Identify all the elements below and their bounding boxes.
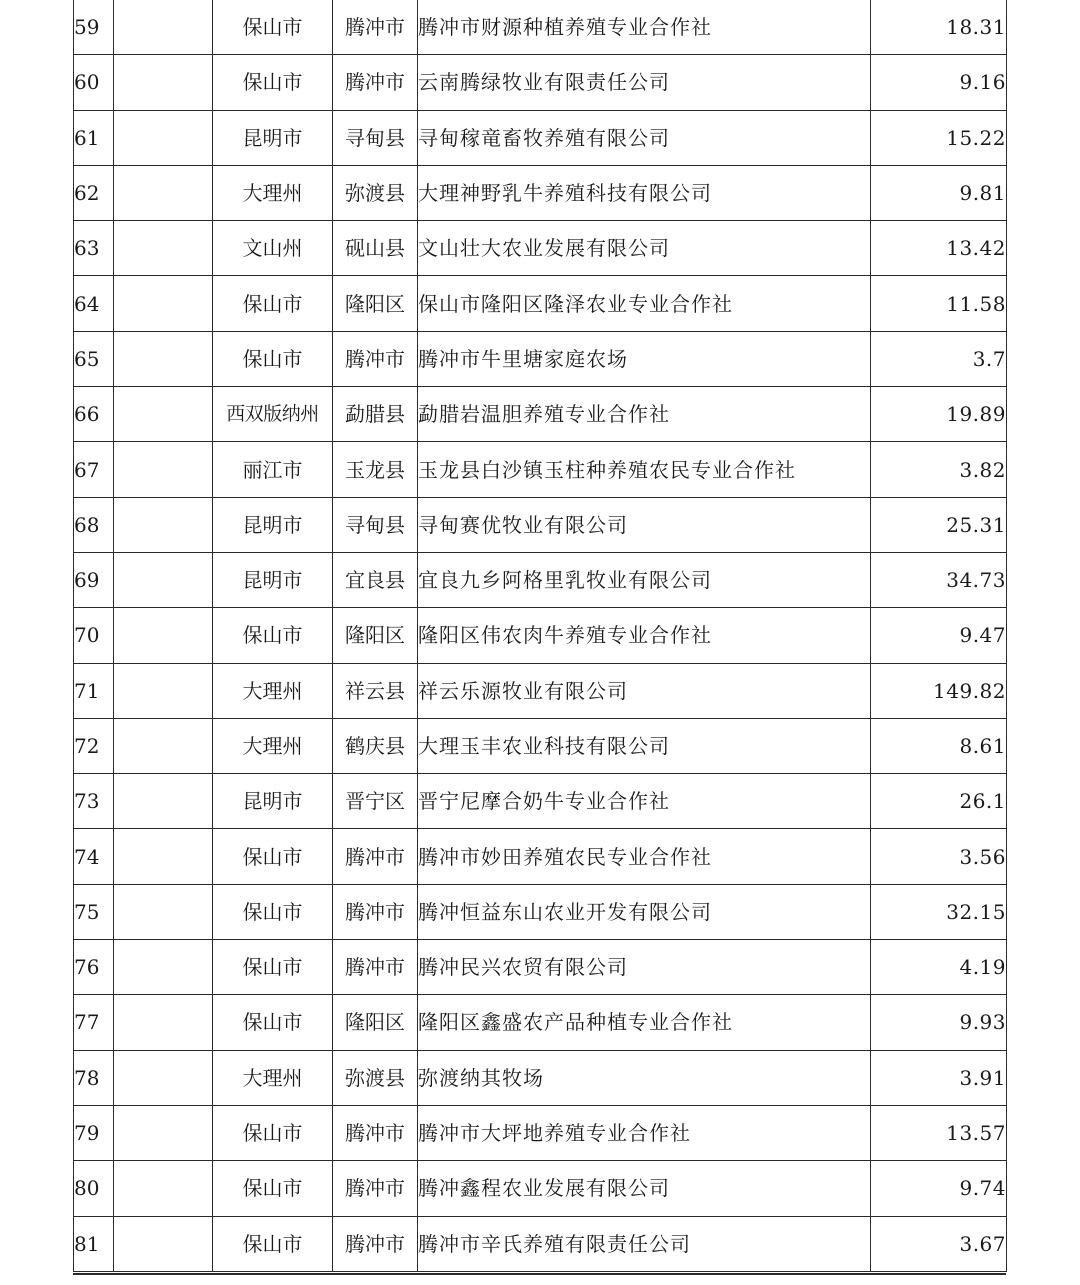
amount-cell: 32.15 [871, 884, 1007, 939]
blank-cell [114, 55, 213, 110]
amount-cell: 3.82 [871, 442, 1007, 497]
amount-cell: 3.67 [871, 1216, 1007, 1271]
city-cell: 保山市 [213, 1161, 333, 1216]
entity-name-cell: 腾冲市大坪地养殖专业合作社 [418, 1105, 871, 1160]
county-cell: 腾冲市 [333, 1216, 418, 1271]
city-cell: 保山市 [213, 608, 333, 663]
table-row [74, 331, 1007, 386]
row-number-cell: 81 [74, 1216, 114, 1271]
city-cell: 保山市 [213, 331, 333, 386]
amount-cell: 26.1 [871, 774, 1007, 829]
table-body [74, 0, 1007, 1271]
table-row [74, 940, 1007, 995]
row-number-cell: 69 [74, 552, 114, 607]
blank-cell [114, 497, 213, 552]
blank-cell [114, 608, 213, 663]
county-cell: 腾冲市 [333, 331, 418, 386]
row-number-cell: 77 [74, 995, 114, 1050]
city-cell: 大理州 [213, 663, 333, 718]
entity-name-cell: 保山市隆阳区隆泽农业专业合作社 [418, 276, 871, 331]
blank-cell [114, 165, 213, 220]
county-cell: 隆阳区 [333, 276, 418, 331]
county-cell: 腾冲市 [333, 829, 418, 884]
table-row [74, 387, 1007, 442]
table-row [74, 497, 1007, 552]
county-cell: 腾冲市 [333, 940, 418, 995]
row-number-cell: 67 [74, 442, 114, 497]
blank-cell [114, 718, 213, 773]
entity-name-cell: 腾冲恒益东山农业开发有限公司 [418, 884, 871, 939]
amount-cell: 9.74 [871, 1161, 1007, 1216]
entity-name-cell: 隆阳区伟农肉牛养殖专业合作社 [418, 608, 871, 663]
row-number-cell: 63 [74, 221, 114, 276]
amount-cell: 15.22 [871, 110, 1007, 165]
city-cell: 昆明市 [213, 774, 333, 829]
blank-cell [114, 1105, 213, 1160]
entity-name-cell: 腾冲市牛里塘家庭农场 [418, 331, 871, 386]
city-cell: 保山市 [213, 884, 333, 939]
amount-cell: 13.57 [871, 1105, 1007, 1160]
blank-cell [114, 940, 213, 995]
row-number-cell: 65 [74, 331, 114, 386]
city-cell: 保山市 [213, 940, 333, 995]
county-cell: 隆阳区 [333, 995, 418, 1050]
county-cell: 隆阳区 [333, 608, 418, 663]
table-row [74, 0, 1007, 55]
table-row [74, 829, 1007, 884]
entity-name-cell: 腾冲鑫程农业发展有限公司 [418, 1161, 871, 1216]
city-cell: 丽江市 [213, 442, 333, 497]
county-cell: 鹤庆县 [333, 718, 418, 773]
county-cell: 弥渡县 [333, 1050, 418, 1105]
entity-name-cell: 寻甸稼竜畜牧养殖有限公司 [418, 110, 871, 165]
table-row [74, 55, 1007, 110]
table-row [74, 165, 1007, 220]
row-number-cell: 80 [74, 1161, 114, 1216]
row-number-cell: 60 [74, 55, 114, 110]
table-row [74, 663, 1007, 718]
table-row [74, 884, 1007, 939]
entity-name-cell: 大理神野乳牛养殖科技有限公司 [418, 165, 871, 220]
amount-cell: 9.16 [871, 55, 1007, 110]
blank-cell [114, 884, 213, 939]
amount-cell: 4.19 [871, 940, 1007, 995]
blank-cell [114, 663, 213, 718]
county-cell: 寻甸县 [333, 497, 418, 552]
city-cell: 保山市 [213, 829, 333, 884]
amount-cell: 19.89 [871, 387, 1007, 442]
table-row [74, 774, 1007, 829]
blank-cell [114, 1161, 213, 1216]
city-cell: 保山市 [213, 55, 333, 110]
amount-cell: 3.91 [871, 1050, 1007, 1105]
city-cell: 保山市 [213, 1216, 333, 1271]
amount-cell: 149.82 [871, 663, 1007, 718]
table-row [74, 442, 1007, 497]
table-row [74, 110, 1007, 165]
table-row [74, 608, 1007, 663]
row-number-cell: 64 [74, 276, 114, 331]
entity-name-cell: 晋宁尼摩合奶牛专业合作社 [418, 774, 871, 829]
table-row [74, 1161, 1007, 1216]
blank-cell [114, 110, 213, 165]
county-cell: 腾冲市 [333, 0, 418, 55]
blank-cell [114, 442, 213, 497]
blank-cell [114, 995, 213, 1050]
row-number-cell: 70 [74, 608, 114, 663]
county-cell: 腾冲市 [333, 884, 418, 939]
amount-cell: 8.61 [871, 718, 1007, 773]
row-number-cell: 78 [74, 1050, 114, 1105]
blank-cell [114, 221, 213, 276]
row-number-cell: 75 [74, 884, 114, 939]
blank-cell [114, 387, 213, 442]
table-row [74, 1216, 1007, 1271]
city-cell: 保山市 [213, 995, 333, 1050]
row-number-cell: 62 [74, 165, 114, 220]
amount-cell: 11.58 [871, 276, 1007, 331]
entity-name-cell: 隆阳区鑫盛农产品种植专业合作社 [418, 995, 871, 1050]
blank-cell [114, 552, 213, 607]
blank-cell [114, 276, 213, 331]
entity-name-cell: 腾冲市财源种植养殖专业合作社 [418, 0, 871, 55]
city-cell: 昆明市 [213, 110, 333, 165]
city-cell: 大理州 [213, 1050, 333, 1105]
blank-cell [114, 1216, 213, 1271]
amount-cell: 18.31 [871, 0, 1007, 55]
city-cell: 保山市 [213, 276, 333, 331]
entity-name-cell: 大理玉丰农业科技有限公司 [418, 718, 871, 773]
row-number-cell: 76 [74, 940, 114, 995]
city-cell: 大理州 [213, 718, 333, 773]
blank-cell [114, 774, 213, 829]
amount-cell: 13.42 [871, 221, 1007, 276]
table-bottom-rule [73, 1273, 1006, 1275]
blank-cell [114, 0, 213, 55]
table-row [74, 995, 1007, 1050]
entity-name-cell: 云南腾绿牧业有限责任公司 [418, 55, 871, 110]
county-cell: 腾冲市 [333, 55, 418, 110]
county-cell: 勐腊县 [333, 387, 418, 442]
table-row [74, 1050, 1007, 1105]
county-cell: 晋宁区 [333, 774, 418, 829]
county-cell: 寻甸县 [333, 110, 418, 165]
entity-name-cell: 腾冲市辛氏养殖有限责任公司 [418, 1216, 871, 1271]
county-cell: 砚山县 [333, 221, 418, 276]
entity-name-cell: 玉龙县白沙镇玉柱种养殖农民专业合作社 [418, 442, 871, 497]
county-cell: 腾冲市 [333, 1105, 418, 1160]
city-cell: 昆明市 [213, 552, 333, 607]
row-number-cell: 59 [74, 0, 114, 55]
amount-cell: 9.93 [871, 995, 1007, 1050]
county-cell: 玉龙县 [333, 442, 418, 497]
row-number-cell: 74 [74, 829, 114, 884]
row-number-cell: 73 [74, 774, 114, 829]
table-row [74, 221, 1007, 276]
blank-cell [114, 331, 213, 386]
row-number-cell: 61 [74, 110, 114, 165]
entity-name-cell: 腾冲市妙田养殖农民专业合作社 [418, 829, 871, 884]
amount-cell: 34.73 [871, 552, 1007, 607]
county-cell: 祥云县 [333, 663, 418, 718]
city-cell: 保山市 [213, 1105, 333, 1160]
subsidy-table [73, 0, 1007, 1272]
amount-cell: 25.31 [871, 497, 1007, 552]
county-cell: 腾冲市 [333, 1161, 418, 1216]
entity-name-cell: 祥云乐源牧业有限公司 [418, 663, 871, 718]
county-cell: 弥渡县 [333, 165, 418, 220]
blank-cell [114, 829, 213, 884]
row-number-cell: 79 [74, 1105, 114, 1160]
entity-name-cell: 弥渡纳其牧场 [418, 1050, 871, 1105]
county-cell: 宜良县 [333, 552, 418, 607]
table-row [74, 276, 1007, 331]
blank-cell [114, 1050, 213, 1105]
city-cell: 西双版纳州 [213, 387, 333, 442]
amount-cell: 3.7 [871, 331, 1007, 386]
entity-name-cell: 寻甸赛优牧业有限公司 [418, 497, 871, 552]
amount-cell: 9.81 [871, 165, 1007, 220]
city-cell: 昆明市 [213, 497, 333, 552]
city-cell: 文山州 [213, 221, 333, 276]
entity-name-cell: 腾冲民兴农贸有限公司 [418, 940, 871, 995]
entity-name-cell: 宜良九乡阿格里乳牧业有限公司 [418, 552, 871, 607]
amount-cell: 9.47 [871, 608, 1007, 663]
table-row [74, 552, 1007, 607]
entity-name-cell: 勐腊岩温胆养殖专业合作社 [418, 387, 871, 442]
city-cell: 保山市 [213, 0, 333, 55]
table-row [74, 718, 1007, 773]
row-number-cell: 66 [74, 387, 114, 442]
row-number-cell: 71 [74, 663, 114, 718]
amount-cell: 3.56 [871, 829, 1007, 884]
city-cell: 大理州 [213, 165, 333, 220]
table-row [74, 1105, 1007, 1160]
row-number-cell: 72 [74, 718, 114, 773]
entity-name-cell: 文山壮大农业发展有限公司 [418, 221, 871, 276]
row-number-cell: 68 [74, 497, 114, 552]
